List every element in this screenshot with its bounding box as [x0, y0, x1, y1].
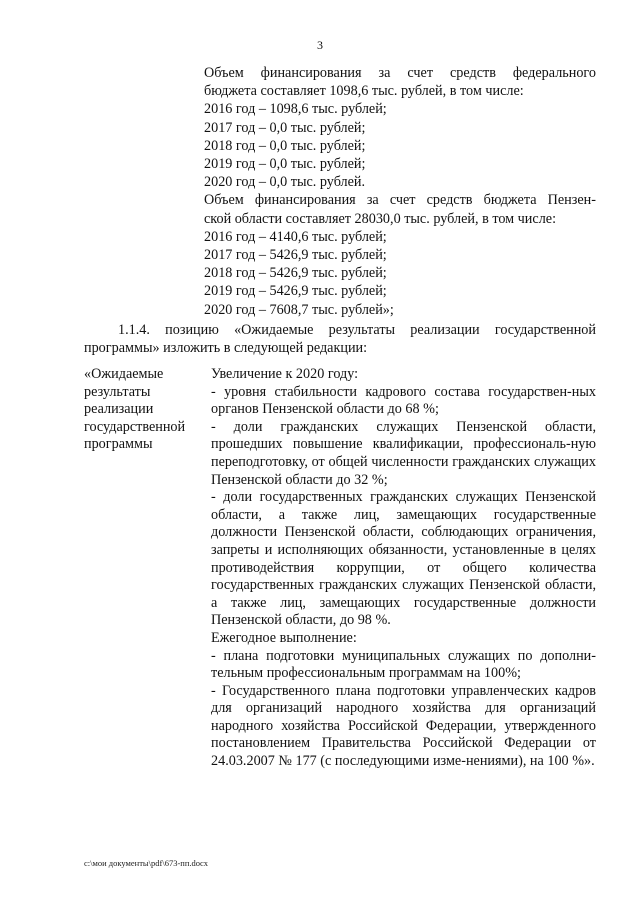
result-item: - доли государственных гражданских служащих Пензенской области, а также лиц, замещающих государственные должности Пензенской области, соблюдающих ограничения, запреты и исполняющих обязанности, установленные в целях противодействия коррупции, от общего количества государственных гражданских служащих Пензенской области, а также лиц, замещающих государственные должности Пензенской области, до 98 %.: [211, 489, 596, 629]
regional-year-2018: 2018 год – 5426,9 тыс. рублей;: [204, 265, 387, 282]
section-intro: 1.1.4. позицию «Ожидаемые результаты реализации государственной программы» изложить в следующей редакции:: [84, 322, 596, 357]
regional-budget-intro: Объем финансирования за счет средств бюджета Пензен-: [204, 192, 596, 209]
result-item: - уровня стабильности кадрового состава государствен-ных органов Пензенской области до 68 %;: [211, 383, 596, 418]
federal-year-2020: 2020 год – 0,0 тыс. рублей.: [204, 174, 366, 191]
file-path-footer: c:\мои документы\pdf\673-пп.docx: [84, 858, 209, 868]
financing-block: [204, 64, 596, 319]
regional-year-2017: 2017 год – 5426,9 тыс. рублей;: [204, 247, 387, 264]
result-item: - Государственного плана подготовки управленческих кадров для организаций народного хозяйства для организаций народного хозяйства Российской Федерации, утвержденного постановлением Правительства Российской Федерации от 24.03.2007 № 177 (с последующими изме-нениями), на 100 %».: [211, 682, 596, 770]
annual-heading: Ежегодное выполнение:: [211, 629, 357, 646]
label-line: государственной: [84, 418, 186, 435]
label-line: «Ожидаемые: [84, 366, 164, 382]
regional-budget-intro-cont: ской области составляет 28030,0 тыс. рублей, в том числе:: [204, 210, 557, 227]
label-line: программы: [84, 436, 153, 453]
federal-year-2017: 2017 год – 0,0 тыс. рублей;: [204, 119, 366, 136]
label-line: реализации: [84, 401, 154, 418]
result-item: - плана подготовки муниципальных служащих по дополни-тельным профессиональным программам на 100%;: [211, 647, 596, 682]
result-item: - доли гражданских служащих Пензенской области, прошедших повышение квалификации, профессиональ-ную переподготовку, от общей численности гражданских служащих Пензенской области до 32 %;: [211, 418, 596, 488]
page-number: 3: [317, 38, 323, 52]
expected-results-content: [211, 366, 596, 771]
label-line: результаты: [84, 383, 151, 400]
federal-year-2019: 2019 год – 0,0 тыс. рублей;: [204, 156, 366, 173]
regional-year-2020: 2020 год – 7608,7 тыс. рублей»;: [204, 301, 394, 318]
regional-year-2016: 2016 год – 4140,6 тыс. рублей;: [204, 228, 387, 245]
federal-budget-intro: Объем финансирования за счет средств федерального: [204, 65, 596, 81]
federal-year-2018: 2018 год – 0,0 тыс. рублей;: [204, 137, 366, 154]
federal-year-2016: 2016 год – 1098,6 тыс. рублей;: [204, 101, 387, 118]
increase-heading: Увеличение к 2020 году:: [211, 366, 359, 382]
expected-results-label: [84, 366, 200, 454]
federal-budget-intro-cont: бюджета составляет 1098,6 тыс. рублей, в том числе:: [204, 83, 524, 100]
regional-year-2019: 2019 год – 5426,9 тыс. рублей;: [204, 283, 387, 300]
